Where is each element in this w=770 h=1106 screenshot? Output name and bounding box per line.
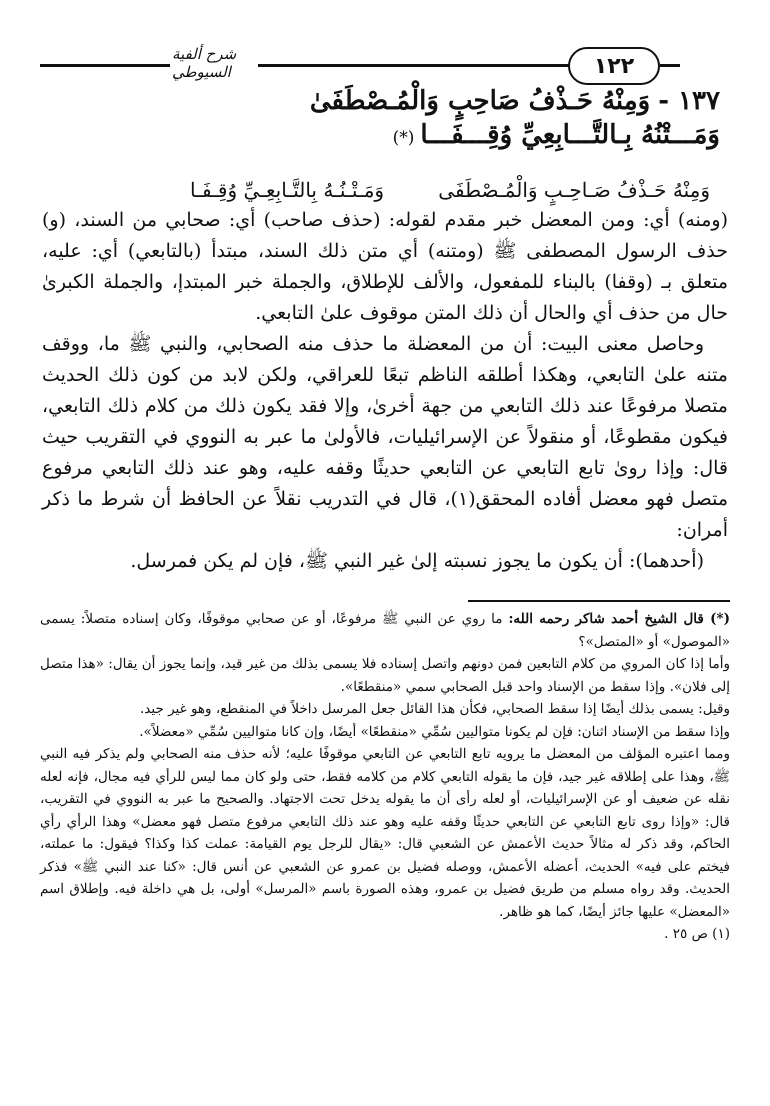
book-title: شرح ألفية السيوطي [172, 45, 237, 81]
footnote-paragraph: وأما إذا كان المروي من كلام التابعين فمن دونهم واتصل إسناده فلا يسمى بذلك من غير قيد، وإنما يجوز أن يقال: «هذا متصل إلى فلان». وإذا سقط من الإسناد واحد قبل الصحابي سمي «منقطعًا». [40, 656, 730, 695]
footnote-paragraph: وقيل: يسمى بذلك أيضًا إذا سقط الصحابي، فكأن هذا القائل جعل المرسل داخلاً في المنقطع، وهو غير جيد. [140, 701, 730, 717]
page-header [0, 44, 770, 84]
quoted-verse-second-half: وَمَـتْـنُـهُ بِالتَّـابِعِـيِّ وُقِـفَـا [190, 178, 385, 202]
footnote-reference: (١) ص ٢٥ . [664, 926, 730, 942]
header-rule-middle [258, 64, 570, 67]
page-number: ١٢٢ [568, 47, 660, 85]
verse-line-2-text: وَمَـــتْنُهُ بِـالتَّـــابِعِيِّ وُقِـــفَـــا [420, 120, 720, 150]
footnote-paragraph: ومما اعتبره المؤلف من المعضل ما يرويه تابع التابعي عن التابعي موقوفًا عليه؛ لأنه حذف منه الصحابي ولم يذكر فيه النبي ﷺ، وهذا على إطلاقه غير جيد، فإن ما يقوله التابعي كلام من كلامه فقط، حتى ولو كان مما ليس للرأي فيه مجال، فإنه لعله نقله عن ضعيف أو عن الإسرائيليات، أو لعله رأى أن ما يقوله يدخل تحت الاجتهاد. والصحيح ما عبر به النووي في التقريب، قال: «وإذا روى تابع التابعي عن التابعي حديثًا وقفه عليه وهو عند ذلك التابعي مرفوع متصل فهو معضل» وهذا الرأي رأي الحاكم، وقد ذكر له مثالاً حديث الأعمش عن الشعبي قال: «يقال للرجل يوم القيامة: عملت كذا وكذا؟ فيقول: ما عملته، فيختم على فيه» الحديث، أعضله الأعمش، ووصله فضيل بن عمرو عن الشعبي عن أنس قال: «كنا عند النبي ﷺ» فذكر الحديث. وقد رواه مسلم من طريق فضيل بن عمرو، وهذه الصورة باسم «المرسل» أولى، بل هي داخلة فيه. وإطلاق اسم «المعضل» عليها جائز أيضًا، كما هو ظاهر. [40, 746, 730, 920]
verse-number: ١٣٧ - [658, 86, 720, 116]
footnote-star [40, 608, 730, 653]
body-paragraph: (أحدهما): أن يكون ما يجوز نسبته إلىٰ غير النبي ﷺ، فإن لم يكن فمرسل. [130, 550, 704, 572]
header-rule-right [660, 64, 680, 67]
footnote-author: (*) قال الشيخ أحمد شاكر رحمه الله: [508, 611, 730, 627]
verse-line-1-text: وَمِنْهُ حَـذْفُ صَاحِبٍ وَالْمُـصْطَفَىٰ [309, 86, 651, 116]
footnote-star-marker: (*) [392, 128, 415, 148]
commentary-body [42, 205, 728, 577]
quoted-verse-first-half: وَمِنْهُ حَـذْفُ صَـاحِـبٍ وَالْمُـصْطَفَى [438, 178, 710, 202]
footnote-separator [468, 600, 730, 602]
body-paragraph: وحاصل معنى البيت: أن من المعضلة ما حذف منه الصحابي، والنبي ﷺ ما، ووقف متنه علىٰ التابعي، وهكذا أطلقه الناظم تبعًا للعراقي، ولكن لابد من كون ذلك الحديث متصلا مرفوعًا عند ذلك التابعي من جهة أخرىٰ، وإلا فقد يكون ذلك من كلام ذلك التابعي، فيكون مقطوعًا، أو منقولاً عن الإسرائيليات، فالأولىٰ ما عبر به النووي في التقريب حيث قال: وإذا روىٰ تابع التابعي عن التابعي حديثًا وقفه عليه، وهو عند ذلك التابعي مرفوع متصل فهو معضل أفاده المحقق(١)، قال في التدريب نقلاً عن الحافظ أن شرط ما ذكر أمران: [42, 333, 728, 541]
verse-line-1 [310, 86, 720, 116]
footnotes [40, 608, 730, 946]
footnote-star-text: ما روي عن النبي ﷺ مرفوعًا، أو عن صحابي موقوفًا، وكان إسناده متصلاً: يسمى «الموصول» أو «المتصل»؟ [40, 611, 730, 650]
header-rule-left [40, 64, 170, 67]
body-paragraph: (ومنه) أي: ومن المعضل خبر مقدم لقوله: (حذف صاحب) أي: صحابي من السند، (و) حذف الرسول المصطفى ﷺ (ومتنه) أي متن ذلك السند، مبتدأ (بالتابعي) أي: عليه، متعلق بـ (وقفا) بالبناء للمفعول، والألف للإطلاق، والجملة خبر المبتدإ، والجملة الكبرىٰ حال من حذف أي والحال أن ذلك المتن موقوف علىٰ التابعي. [42, 209, 728, 324]
verse-line-2 [393, 120, 720, 150]
footnote-paragraph: وإذا سقط من الإسناد اثنان: فإن لم يكونا متواليين سُمِّي «منقطعًا» أيضًا، وإن كانا متواليين سُمِّي «معضلاً». [139, 723, 730, 740]
